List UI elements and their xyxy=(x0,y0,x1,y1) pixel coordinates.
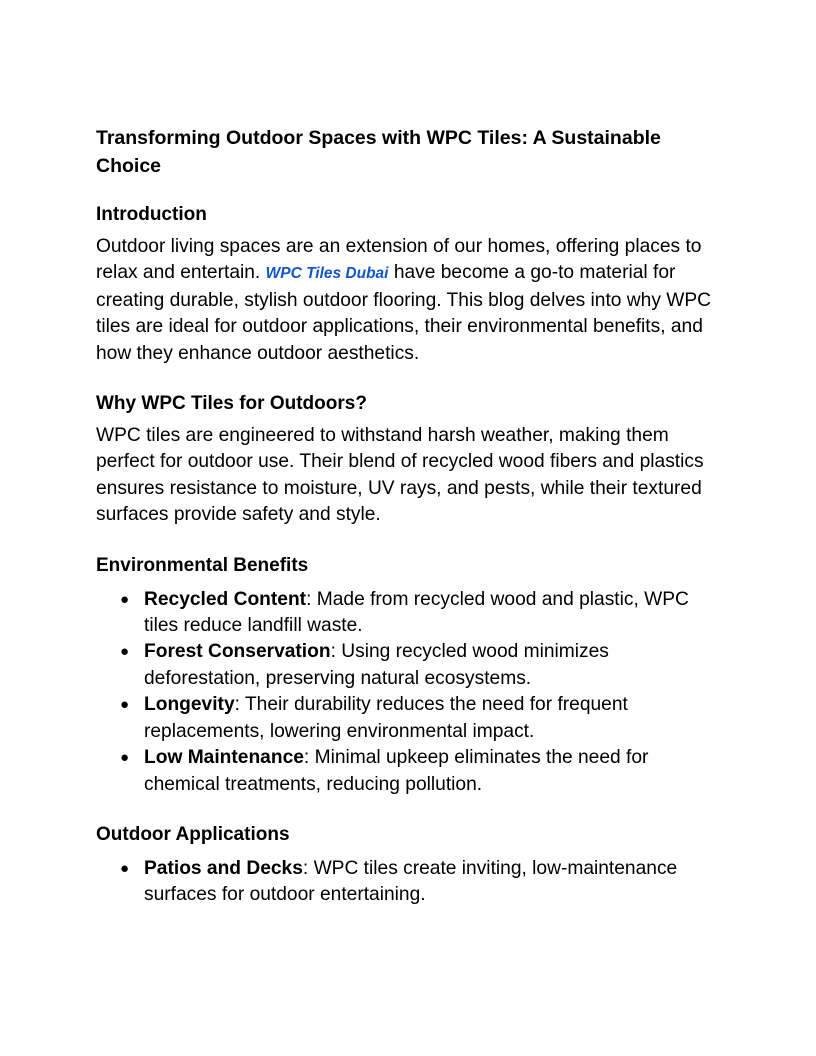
bullet-icon: ● xyxy=(120,590,130,608)
document-title: Transforming Outdoor Spaces with WPC Tiles: A Sustainable Choice xyxy=(96,127,661,177)
why-wpc-paragraph: WPC tiles are engineered to withstand harsh weather, making them perfect for outdoor use. Their blend of recycled wood fibers and plastics ensures resistance to moisture, UV rays, and pests, while their textured surfaces provide safety and style. xyxy=(96,425,704,526)
section-heading-why-wpc: Why WPC Tiles for Outdoors? xyxy=(96,393,367,415)
bullet-icon: ● xyxy=(120,859,130,877)
list-item-text: : Using recycled wood minimizes deforestation, preserving natural ecosystems. xyxy=(144,641,609,689)
section-heading-introduction: Introduction xyxy=(96,204,207,225)
list-item xyxy=(96,639,726,692)
bullet-icon: ● xyxy=(120,696,130,714)
wpc-tiles-dubai-link[interactable]: WPC Tiles Dubai xyxy=(265,265,389,283)
environmental-benefits-list xyxy=(96,587,726,798)
list-item-term: Recycled Content xyxy=(144,588,307,610)
document-page xyxy=(96,124,726,909)
bullet-icon: ● xyxy=(120,749,130,767)
section-heading-outdoor-applications: Outdoor Applications xyxy=(96,823,290,845)
list-item-text: : Their durability reduces the need for frequent replacements, lowering environmental impact. xyxy=(144,694,628,742)
list-item-term: Patios and Decks xyxy=(144,857,303,879)
list-item xyxy=(96,856,726,909)
list-item-term: Low Maintenance xyxy=(144,747,304,769)
list-item-term: Forest Conservation xyxy=(144,641,331,663)
list-item-term: Longevity xyxy=(144,694,235,716)
list-item-text: : Minimal upkeep eliminates the need for chemical treatments, reducing pollution. xyxy=(144,747,649,795)
section-heading-environmental-benefits: Environmental Benefits xyxy=(96,554,309,576)
introduction-text-end: have become a go-to material for creating durable, stylish outdoor flooring. This blog delves into why WPC tiles are ideal for outdoor applications, their environmental benefits, and how they enhance outdoor aesthetics. xyxy=(96,262,712,364)
introduction-paragraph xyxy=(96,234,726,367)
outdoor-applications-list xyxy=(96,856,726,909)
bullet-icon: ● xyxy=(120,643,130,661)
introduction-text-start: Outdoor living spaces are an extension of our homes, offering places to relax and entertain. xyxy=(96,236,702,284)
list-item-text: : WPC tiles create inviting, low-maintenance surfaces for outdoor entertaining. xyxy=(144,857,678,906)
list-item xyxy=(96,692,726,745)
list-item-text: : Made from recycled wood and plastic, WPC tiles reduce landfill waste. xyxy=(144,588,689,637)
list-item xyxy=(96,587,726,640)
list-item xyxy=(96,745,726,798)
